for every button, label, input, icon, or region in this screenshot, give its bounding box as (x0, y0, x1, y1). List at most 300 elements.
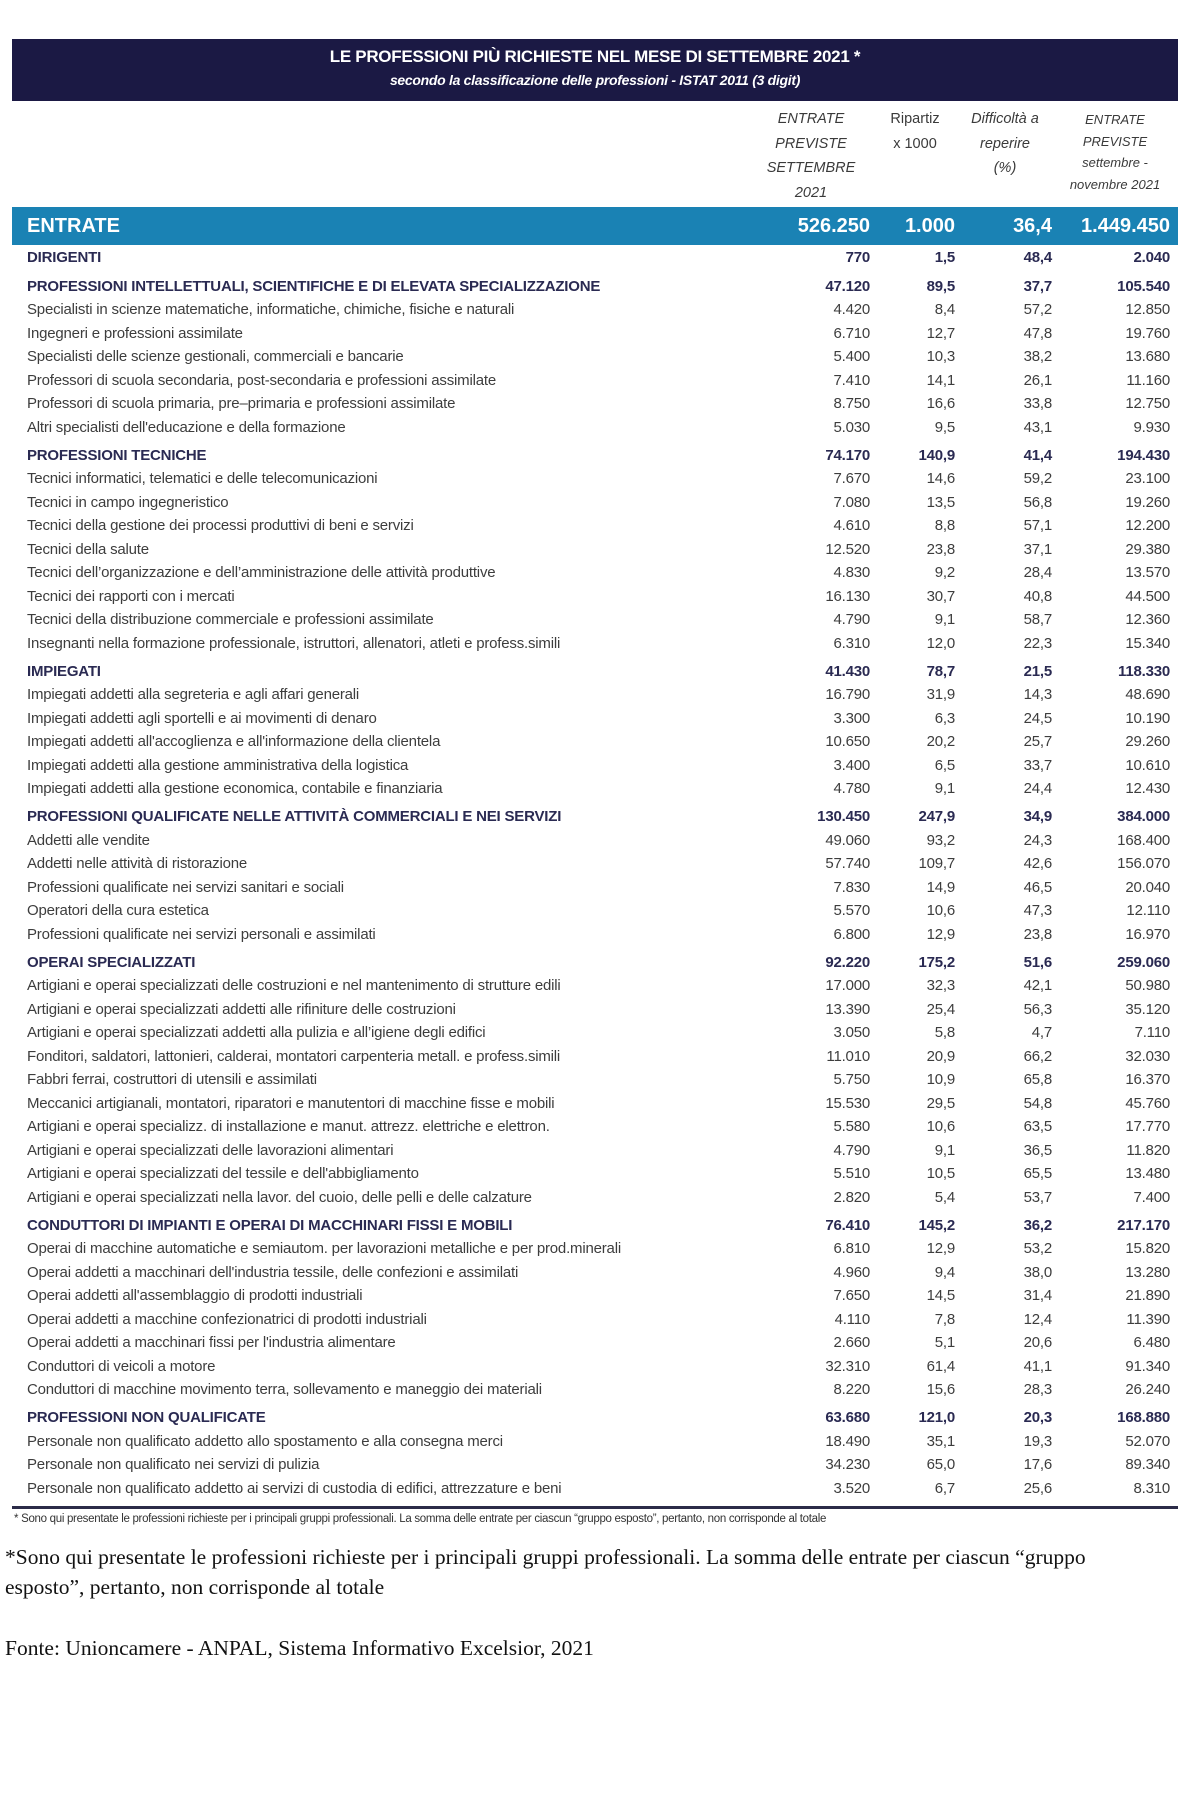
entrate-set-nov-value: 19.260 (1125, 493, 1170, 511)
table-row (12, 585, 1178, 609)
difficolta-value: 19,3 (1023, 1432, 1052, 1450)
table-row (12, 1186, 1178, 1210)
row-label: Artigiani e operai specializzati delle costruzioni e nel mantenimento di strutture edili (27, 977, 561, 995)
entrate-set-nov-value: 89.340 (1125, 1456, 1170, 1474)
ripartiz-value: 23,8 (926, 540, 955, 558)
difficolta-value: 17,6 (1023, 1456, 1052, 1474)
entrate-settembre-value: 4.110 (834, 1310, 870, 1328)
ripartiz-value: 12,9 (926, 1240, 955, 1258)
entrate-set-nov-value: 21.890 (1125, 1287, 1170, 1305)
row-label: Specialisti in scienze matematiche, informatiche, chimiche, fisiche e naturali (27, 301, 515, 319)
group-row (12, 245, 1178, 270)
entrate-settembre-value: 63.680 (825, 1409, 870, 1426)
row-label: Professioni qualificate nei servizi sanitari e sociali (27, 878, 344, 896)
professions-table (12, 39, 1178, 1525)
table-row (12, 777, 1178, 801)
ripartiz-value: 109,7 (918, 855, 955, 873)
entrate-set-nov-value: 50.980 (1125, 977, 1170, 995)
table-row (12, 1092, 1178, 1116)
table-row (12, 514, 1178, 538)
difficolta-value: 20,3 (1023, 1409, 1052, 1426)
ripartiz-value: 6,5 (934, 756, 955, 774)
row-label: Conduttori di veicoli a motore (27, 1357, 216, 1375)
entrate-set-nov-value: 15.340 (1125, 634, 1170, 652)
entrate-set-nov-value: 29.380 (1125, 540, 1170, 558)
table-row (12, 1115, 1178, 1139)
ripartiz-value: 145,2 (918, 1216, 955, 1234)
row-label: Professori di scuola primaria, pre–primaria e professioni assimilate (27, 395, 456, 413)
ripartiz-value: 14,9 (926, 878, 955, 896)
row-label: Impiegati addetti agli sportelli e ai movimenti di denaro (27, 709, 377, 727)
entrate-settembre-value: 41.430 (825, 662, 870, 680)
ripartiz-value: 9,4 (934, 1263, 955, 1281)
row-label: Addetti nelle attività di ristorazione (27, 855, 248, 873)
difficolta-value: 47,3 (1023, 902, 1052, 920)
entrate-settembre-value: 6.810 (833, 1240, 870, 1258)
difficolta-value: 56,3 (1023, 1000, 1052, 1018)
difficolta-value: 38,2 (1023, 348, 1052, 366)
entrate-set-nov-value: 11.390 (1126, 1310, 1170, 1328)
entrate-settembre-value: 74.170 (825, 446, 870, 464)
entrate-settembre-value: 15.530 (825, 1094, 870, 1112)
bottom-rule (12, 1506, 1178, 1509)
ripartiz-value: 20,2 (926, 733, 955, 751)
difficolta-value: 46,5 (1023, 878, 1052, 896)
difficolta-value: 23,8 (1023, 925, 1052, 943)
ripartiz-value: 14,5 (926, 1287, 955, 1305)
column-header-ripartiz: Ripartiz x 1000 (890, 111, 940, 152)
entrate-settembre-value: 7.670 (833, 470, 870, 488)
difficolta-value: 53,2 (1023, 1240, 1052, 1258)
group-label: PROFESSIONI NON QUALIFICATE (27, 1409, 266, 1426)
ripartiz-value: 9,1 (934, 780, 955, 798)
ripartiz-value: 89,5 (926, 277, 955, 295)
entrate-settembre-value: 770 (845, 249, 870, 266)
table-row (12, 392, 1178, 416)
ripartiz-value: 32,3 (926, 977, 955, 995)
entrate-set-nov-value: 105.540 (1117, 277, 1170, 295)
entrate-settembre-value: 4.780 (833, 780, 870, 798)
difficolta-value: 37,7 (1023, 277, 1052, 295)
ripartiz-value: 35,1 (926, 1432, 955, 1450)
difficolta-value: 34,9 (1023, 808, 1052, 825)
ripartiz-value: 61,4 (926, 1357, 955, 1375)
ripartiz-value: 8,8 (934, 517, 955, 535)
table-row (12, 754, 1178, 778)
difficolta-value: 57,1 (1023, 517, 1052, 535)
entrate-set-nov-value: 13.480 (1125, 1165, 1170, 1183)
entrate-settembre-value: 7.650 (833, 1287, 870, 1305)
row-label: Impiegati addetti alla segreteria e agli affari generali (27, 686, 360, 704)
entrate-settembre-value: 6.800 (833, 925, 870, 943)
entrate-settembre-value: 2.660 (833, 1334, 870, 1352)
entrate-settembre-value: 92.220 (825, 953, 870, 971)
entrate-settembre-value: 6.310 (833, 634, 870, 652)
row-label: Specialisti delle scienze gestionali, commerciali e bancarie (27, 348, 404, 366)
entrate-set-nov-value: 91.340 (1125, 1357, 1170, 1375)
difficolta-value: 59,2 (1023, 470, 1052, 488)
ripartiz-value: 14,6 (926, 470, 955, 488)
entrate-set-nov-value: 12.110 (1126, 902, 1170, 920)
table-row (12, 1139, 1178, 1163)
row-label: Artigiani e operai specializzati addetti alla pulizia e all’igiene degli edifici (27, 1024, 486, 1042)
difficolta-value: 58,7 (1023, 611, 1052, 629)
ripartiz-value: 5,4 (934, 1188, 955, 1206)
entrate-set-nov-value: 15.820 (1125, 1240, 1170, 1258)
ripartiz-value: 6,7 (934, 1479, 955, 1497)
difficolta-value: 28,3 (1023, 1381, 1052, 1399)
table-row (12, 1477, 1178, 1501)
row-label: Fonditori, saldatori, lattonieri, calderai, montatori carpenteria metall. e profess.simili (27, 1047, 561, 1065)
ripartiz-value: 9,1 (934, 611, 955, 629)
row-label: Artigiani e operai specializzati delle lavorazioni alimentari (27, 1141, 394, 1159)
group-label: PROFESSIONI TECNICHE (27, 446, 207, 464)
ripartiz-value: 7,8 (934, 1310, 955, 1328)
difficolta-value: 38,0 (1023, 1263, 1052, 1281)
table-row (12, 1453, 1178, 1477)
entrate-settembre-value: 16.790 (825, 686, 870, 704)
row-label: Operai addetti all'assemblaggio di prodotti industriali (27, 1287, 363, 1305)
table-row (12, 298, 1178, 322)
entrate-settembre-value: 12.520 (825, 540, 870, 558)
entrate-set-nov-value: 168.400 (1117, 831, 1170, 849)
table-row (12, 1045, 1178, 1069)
ripartiz-value: 65,0 (926, 1456, 955, 1474)
difficolta-value: 26,1 (1023, 371, 1052, 389)
ripartiz-value: 12,0 (926, 634, 955, 652)
entrate-set-nov-value: 12.850 (1125, 301, 1170, 319)
ripartiz-value: 12,7 (926, 324, 955, 342)
entrate-settembre-value: 32.310 (825, 1357, 870, 1375)
table-subtitle: secondo la classificazione delle professioni - ISTAT 2011 (3 digit) (389, 72, 801, 88)
ripartiz-value: 5,8 (934, 1024, 955, 1042)
ripartiz-value: 78,7 (926, 662, 955, 680)
ripartiz-value: 14,1 (926, 371, 955, 389)
row-label: Artigiani e operai specializzati del tessile e dell'abbigliamento (27, 1165, 419, 1183)
difficolta-value: 33,7 (1023, 756, 1052, 774)
entrate-set-nov-value: 7.400 (1133, 1188, 1170, 1206)
ripartiz-value: 6,3 (934, 709, 955, 727)
group-label: PROFESSIONI QUALIFICATE NELLE ATTIVITÀ COMMERCIALI E NEI SERVIZI (27, 808, 562, 825)
row-label: Tecnici in campo ingegneristico (27, 493, 229, 511)
difficolta-value: 14,3 (1023, 686, 1052, 704)
ripartiz-value: 10,3 (926, 348, 955, 366)
entrate-settembre-value: 17.000 (825, 977, 870, 995)
entrate-set-nov-value: 6.480 (1133, 1334, 1170, 1352)
ripartiz-value: 93,2 (926, 831, 955, 849)
table-row (12, 1430, 1178, 1454)
table-title-bar (12, 39, 1178, 101)
table-row (12, 632, 1178, 656)
entrate-set-nov-value: 44.500 (1125, 587, 1170, 605)
difficolta-value: 37,1 (1023, 540, 1052, 558)
entrate-set-nov-value: 45.760 (1125, 1094, 1170, 1112)
entrate-set-nov-value: 12.430 (1125, 780, 1170, 798)
entrate-settembre-value: 5.510 (833, 1165, 870, 1183)
ripartiz-value: 29,5 (926, 1094, 955, 1112)
row-label: Meccanici artigianali, montatori, riparatori e manutentori di macchine fisse e mobili (27, 1094, 555, 1112)
table-row (12, 491, 1178, 515)
row-label: Tecnici dei rapporti con i mercati (27, 587, 235, 605)
ripartiz-value: 9,1 (934, 1141, 955, 1159)
difficolta-value: 63,5 (1023, 1118, 1052, 1136)
entrate-set-nov-value: 12.200 (1125, 517, 1170, 535)
table-footnote: * Sono qui presentate le professioni richieste per i principali gruppi professionali. La somma delle entrate per ciascun “gruppo esposto”, pertanto, non corrisponde al totale (14, 1513, 827, 1525)
ripartiz-value: 175,2 (918, 953, 955, 971)
table-row (12, 1068, 1178, 1092)
table-row (12, 852, 1178, 876)
entrate-set-nov-value: 9.930 (1133, 418, 1170, 436)
row-label: Professori di scuola secondaria, post-secondaria e professioni assimilate (27, 371, 496, 389)
ripartiz-value: 1,5 (934, 249, 955, 266)
difficolta-value: 43,1 (1023, 418, 1052, 436)
difficolta-value: 24,5 (1023, 709, 1052, 727)
row-label: Operatori della cura estetica (27, 902, 209, 920)
table-row (12, 561, 1178, 585)
entrate-set-nov-value: 11.820 (1126, 1141, 1170, 1159)
ripartiz-value: 8,4 (934, 301, 955, 319)
difficolta-value: 28,4 (1023, 564, 1052, 582)
entrate-set-nov-value: 16.370 (1125, 1071, 1170, 1089)
entrate-settembre-value: 7.410 (833, 371, 870, 389)
group-row (12, 1209, 1178, 1237)
table-row (12, 416, 1178, 440)
ripartiz-value: 10,6 (926, 902, 955, 920)
difficolta-value: 48,4 (1023, 249, 1052, 266)
difficolta-value: 41,1 (1023, 1357, 1052, 1375)
ripartiz-value: 15,6 (926, 1381, 955, 1399)
row-label: Impiegati addetti alla gestione amministrativa della logistica (27, 756, 409, 774)
group-row (12, 801, 1178, 829)
difficolta-value: 24,3 (1023, 831, 1052, 849)
table-row (12, 974, 1178, 998)
entrate-settembre-value: 16.130 (825, 587, 870, 605)
entrate-settembre-value: 3.400 (833, 756, 870, 774)
difficolta-value: 54,8 (1023, 1094, 1052, 1112)
difficolta-value: 22,3 (1023, 634, 1052, 652)
entrate-settembre-value: 13.390 (825, 1000, 870, 1018)
table-row (12, 923, 1178, 947)
entrate-settembre-value: 7.830 (833, 878, 870, 896)
ripartiz-value: 25,4 (926, 1000, 955, 1018)
entrate-set-nov-value: 11.160 (1126, 371, 1170, 389)
entrate-set-nov-value: 384.000 (1117, 808, 1170, 825)
ripartiz-value: 10,9 (926, 1071, 955, 1089)
difficolta-value: 31,4 (1023, 1287, 1052, 1305)
entrate-settembre-value: 8.220 (833, 1381, 870, 1399)
entrate-settembre-value: 3.300 (833, 709, 870, 727)
difficolta-value: 25,7 (1023, 733, 1052, 751)
ripartiz-value: 10,6 (926, 1118, 955, 1136)
group-row (12, 655, 1178, 683)
entrate-settembre-value: 3.050 (833, 1024, 870, 1042)
difficolta-value: 65,5 (1023, 1165, 1052, 1183)
entrate-set-nov-value: 29.260 (1125, 733, 1170, 751)
group-label: DIRIGENTI (27, 249, 102, 266)
difficolta-value: 36,2 (1023, 1216, 1052, 1234)
entrate-settembre-value: 4.790 (833, 1141, 870, 1159)
entrate-settembre-value: 2.820 (833, 1188, 870, 1206)
entrate-settembre-value: 7.080 (833, 493, 870, 511)
entrate-settembre-value: 4.830 (833, 564, 870, 582)
total-entrate-set: 526.250 (797, 214, 870, 237)
table-body (12, 245, 1178, 1500)
row-label: Personale non qualificato addetto allo spostamento e alla consegna merci (27, 1432, 503, 1450)
difficolta-value: 12,4 (1023, 1310, 1052, 1328)
group-label: CONDUTTORI DI IMPIANTI E OPERAI DI MACCHINARI FISSI E MOBILI (27, 1216, 513, 1234)
entrate-set-nov-value: 8.310 (1133, 1479, 1170, 1497)
row-label: Addetti alle vendite (27, 831, 150, 849)
table-title: LE PROFESSIONI PIÙ RICHIESTE NEL MESE DI SETTEMBRE 2021 * (329, 47, 861, 66)
difficolta-value: 40,8 (1023, 587, 1052, 605)
column-headers (12, 101, 1178, 207)
row-label: Tecnici della distribuzione commerciale e professioni assimilate (27, 611, 434, 629)
entrate-set-nov-value: 52.070 (1125, 1432, 1170, 1450)
row-label: Impiegati addetti alla gestione economica, contabile e finanziaria (27, 780, 443, 798)
entrate-settembre-value: 10.650 (825, 733, 870, 751)
ripartiz-value: 30,7 (926, 587, 955, 605)
table-row (12, 608, 1178, 632)
row-label: Tecnici della salute (27, 540, 149, 558)
entrate-set-nov-value: 13.570 (1125, 564, 1170, 582)
row-label: Tecnici della gestione dei processi produttivi di beni e servizi (27, 517, 414, 535)
total-label: ENTRATE (27, 214, 120, 237)
row-label: Conduttori di macchine movimento terra, sollevamento e maneggio dei materiali (27, 1381, 542, 1399)
difficolta-value: 65,8 (1023, 1071, 1052, 1089)
entrate-set-nov-value: 168.880 (1117, 1409, 1170, 1426)
group-row (12, 1402, 1178, 1430)
ripartiz-value: 9,2 (934, 564, 955, 582)
entrate-settembre-value: 8.750 (833, 395, 870, 413)
difficolta-value: 42,6 (1023, 855, 1052, 873)
entrate-settembre-value: 76.410 (825, 1216, 870, 1234)
entrate-settembre-value: 3.520 (833, 1479, 870, 1497)
entrate-settembre-value: 4.610 (833, 517, 870, 535)
entrate-settembre-value: 4.960 (833, 1263, 870, 1281)
entrate-settembre-value: 5.750 (833, 1071, 870, 1089)
entrate-settembre-value: 57.740 (825, 855, 870, 873)
ripartiz-value: 12,9 (926, 925, 955, 943)
ripartiz-value: 9,5 (934, 418, 955, 436)
difficolta-value: 66,2 (1023, 1047, 1052, 1065)
entrate-settembre-value: 18.490 (825, 1432, 870, 1450)
ripartiz-value: 13,5 (926, 493, 955, 511)
entrate-set-nov-value: 35.120 (1125, 1000, 1170, 1018)
entrate-settembre-value: 130.450 (817, 808, 870, 825)
entrate-set-nov-value: 194.430 (1117, 446, 1170, 464)
column-header-difficolta: Difficoltà a reperire (%) (971, 111, 1039, 176)
ripartiz-value: 5,1 (934, 1334, 955, 1352)
entrate-set-nov-value: 20.040 (1125, 878, 1170, 896)
row-label: Operai addetti a macchine confezionatrici di prodotti industriali (27, 1310, 427, 1328)
ripartiz-value: 247,9 (918, 808, 955, 825)
total-row (12, 207, 1178, 245)
entrate-settembre-value: 34.230 (825, 1456, 870, 1474)
table-row (12, 1331, 1178, 1355)
ripartiz-value: 16,6 (926, 395, 955, 413)
entrate-settembre-value: 5.580 (833, 1118, 870, 1136)
difficolta-value: 41,4 (1023, 446, 1052, 464)
row-label: Fabbri ferrai, costruttori di utensili e assimilati (27, 1071, 317, 1089)
row-label: Artigiani e operai specializzati addetti alle rifiniture delle costruzioni (27, 1000, 456, 1018)
table-row (12, 322, 1178, 346)
table-row (12, 899, 1178, 923)
difficolta-value: 51,6 (1023, 953, 1052, 971)
entrate-set-nov-value: 10.610 (1125, 756, 1170, 774)
table-row (12, 707, 1178, 731)
total-difficolta: 36,4 (1013, 214, 1052, 237)
page-footnote: *Sono qui presentate le professioni richieste per i principali gruppi professionali. La somma delle entrate per ciascun “gruppo esposto”, pertanto, non corrisponde al totale (5, 1545, 1086, 1599)
table-row (12, 1021, 1178, 1045)
entrate-set-nov-value: 23.100 (1125, 470, 1170, 488)
entrate-set-nov-value: 13.680 (1125, 348, 1170, 366)
difficolta-value: 25,6 (1023, 1479, 1052, 1497)
difficolta-value: 53,7 (1023, 1188, 1052, 1206)
group-label: IMPIEGATI (27, 662, 101, 680)
table-row (12, 345, 1178, 369)
difficolta-value: 36,5 (1023, 1141, 1052, 1159)
table-row (12, 369, 1178, 393)
column-header-entrate-settembre: ENTRATE PREVISTE SETTEMBRE 2021 (766, 111, 856, 201)
entrate-set-nov-value: 13.280 (1125, 1263, 1170, 1281)
row-label: Insegnanti nella formazione professionale, istruttori, allenatori, atleti e profess.simili (27, 634, 561, 652)
row-label: Operai di macchine automatiche e semiautom. per lavorazioni metalliche e per prod.minerali (27, 1240, 621, 1258)
table-row (12, 1378, 1178, 1402)
ripartiz-value: 140,9 (918, 446, 955, 464)
entrate-settembre-value: 5.570 (833, 902, 870, 920)
table-row (12, 1261, 1178, 1285)
entrate-set-nov-value: 12.360 (1125, 611, 1170, 629)
total-ripartiz: 1.000 (904, 214, 955, 237)
entrate-settembre-value: 5.030 (833, 418, 870, 436)
group-row (12, 946, 1178, 974)
table-row (12, 829, 1178, 853)
row-label: Ingegneri e professioni assimilate (27, 324, 243, 342)
difficolta-value: 21,5 (1023, 662, 1052, 680)
difficolta-value: 33,8 (1023, 395, 1052, 413)
entrate-set-nov-value: 259.060 (1117, 953, 1170, 971)
source-note: Fonte: Unioncamere - ANPAL, Sistema Informativo Excelsior, 2021 (5, 1636, 594, 1660)
difficolta-value: 57,2 (1023, 301, 1052, 319)
entrate-settembre-value: 4.420 (833, 301, 870, 319)
row-label: Artigiani e operai specializzati nella lavor. del cuoio, delle pelli e delle calzature (27, 1188, 532, 1206)
entrate-set-nov-value: 217.170 (1117, 1216, 1170, 1234)
row-label: Personale non qualificato nei servizi di pulizia (27, 1456, 320, 1474)
ripartiz-value: 20,9 (926, 1047, 955, 1065)
group-label: OPERAI SPECIALIZZATI (27, 953, 196, 971)
table-row (12, 1284, 1178, 1308)
row-label: Altri specialisti dell'educazione e della formazione (27, 418, 346, 436)
entrate-set-nov-value: 12.750 (1125, 395, 1170, 413)
table-row (12, 538, 1178, 562)
entrate-set-nov-value: 118.330 (1118, 662, 1170, 680)
row-label: Tecnici informatici, telematici e delle telecomunicazioni (27, 470, 378, 488)
group-label: PROFESSIONI INTELLETTUALI, SCIENTIFICHE E DI ELEVATA SPECIALIZZAZIONE (27, 277, 601, 295)
entrate-set-nov-value: 32.030 (1125, 1047, 1170, 1065)
entrate-set-nov-value: 17.770 (1125, 1118, 1170, 1136)
entrate-settembre-value: 5.400 (833, 348, 870, 366)
entrate-set-nov-value: 26.240 (1125, 1381, 1170, 1399)
row-label: Professioni qualificate nei servizi personali e assimilati (27, 925, 376, 943)
total-entrate-set-nov: 1.449.450 (1081, 214, 1170, 237)
difficolta-value: 24,4 (1023, 780, 1052, 798)
column-header-entrate-set-nov: ENTRATE PREVISTE settembre - novembre 2021 (1069, 112, 1161, 192)
entrate-set-nov-value: 156.070 (1117, 855, 1170, 873)
row-label: Artigiani e operai specializz. di installazione e manut. attrezz. elettriche e elettron. (27, 1118, 550, 1136)
difficolta-value: 4,7 (1031, 1024, 1052, 1042)
table-row (12, 1308, 1178, 1332)
ripartiz-value: 10,5 (926, 1165, 955, 1183)
